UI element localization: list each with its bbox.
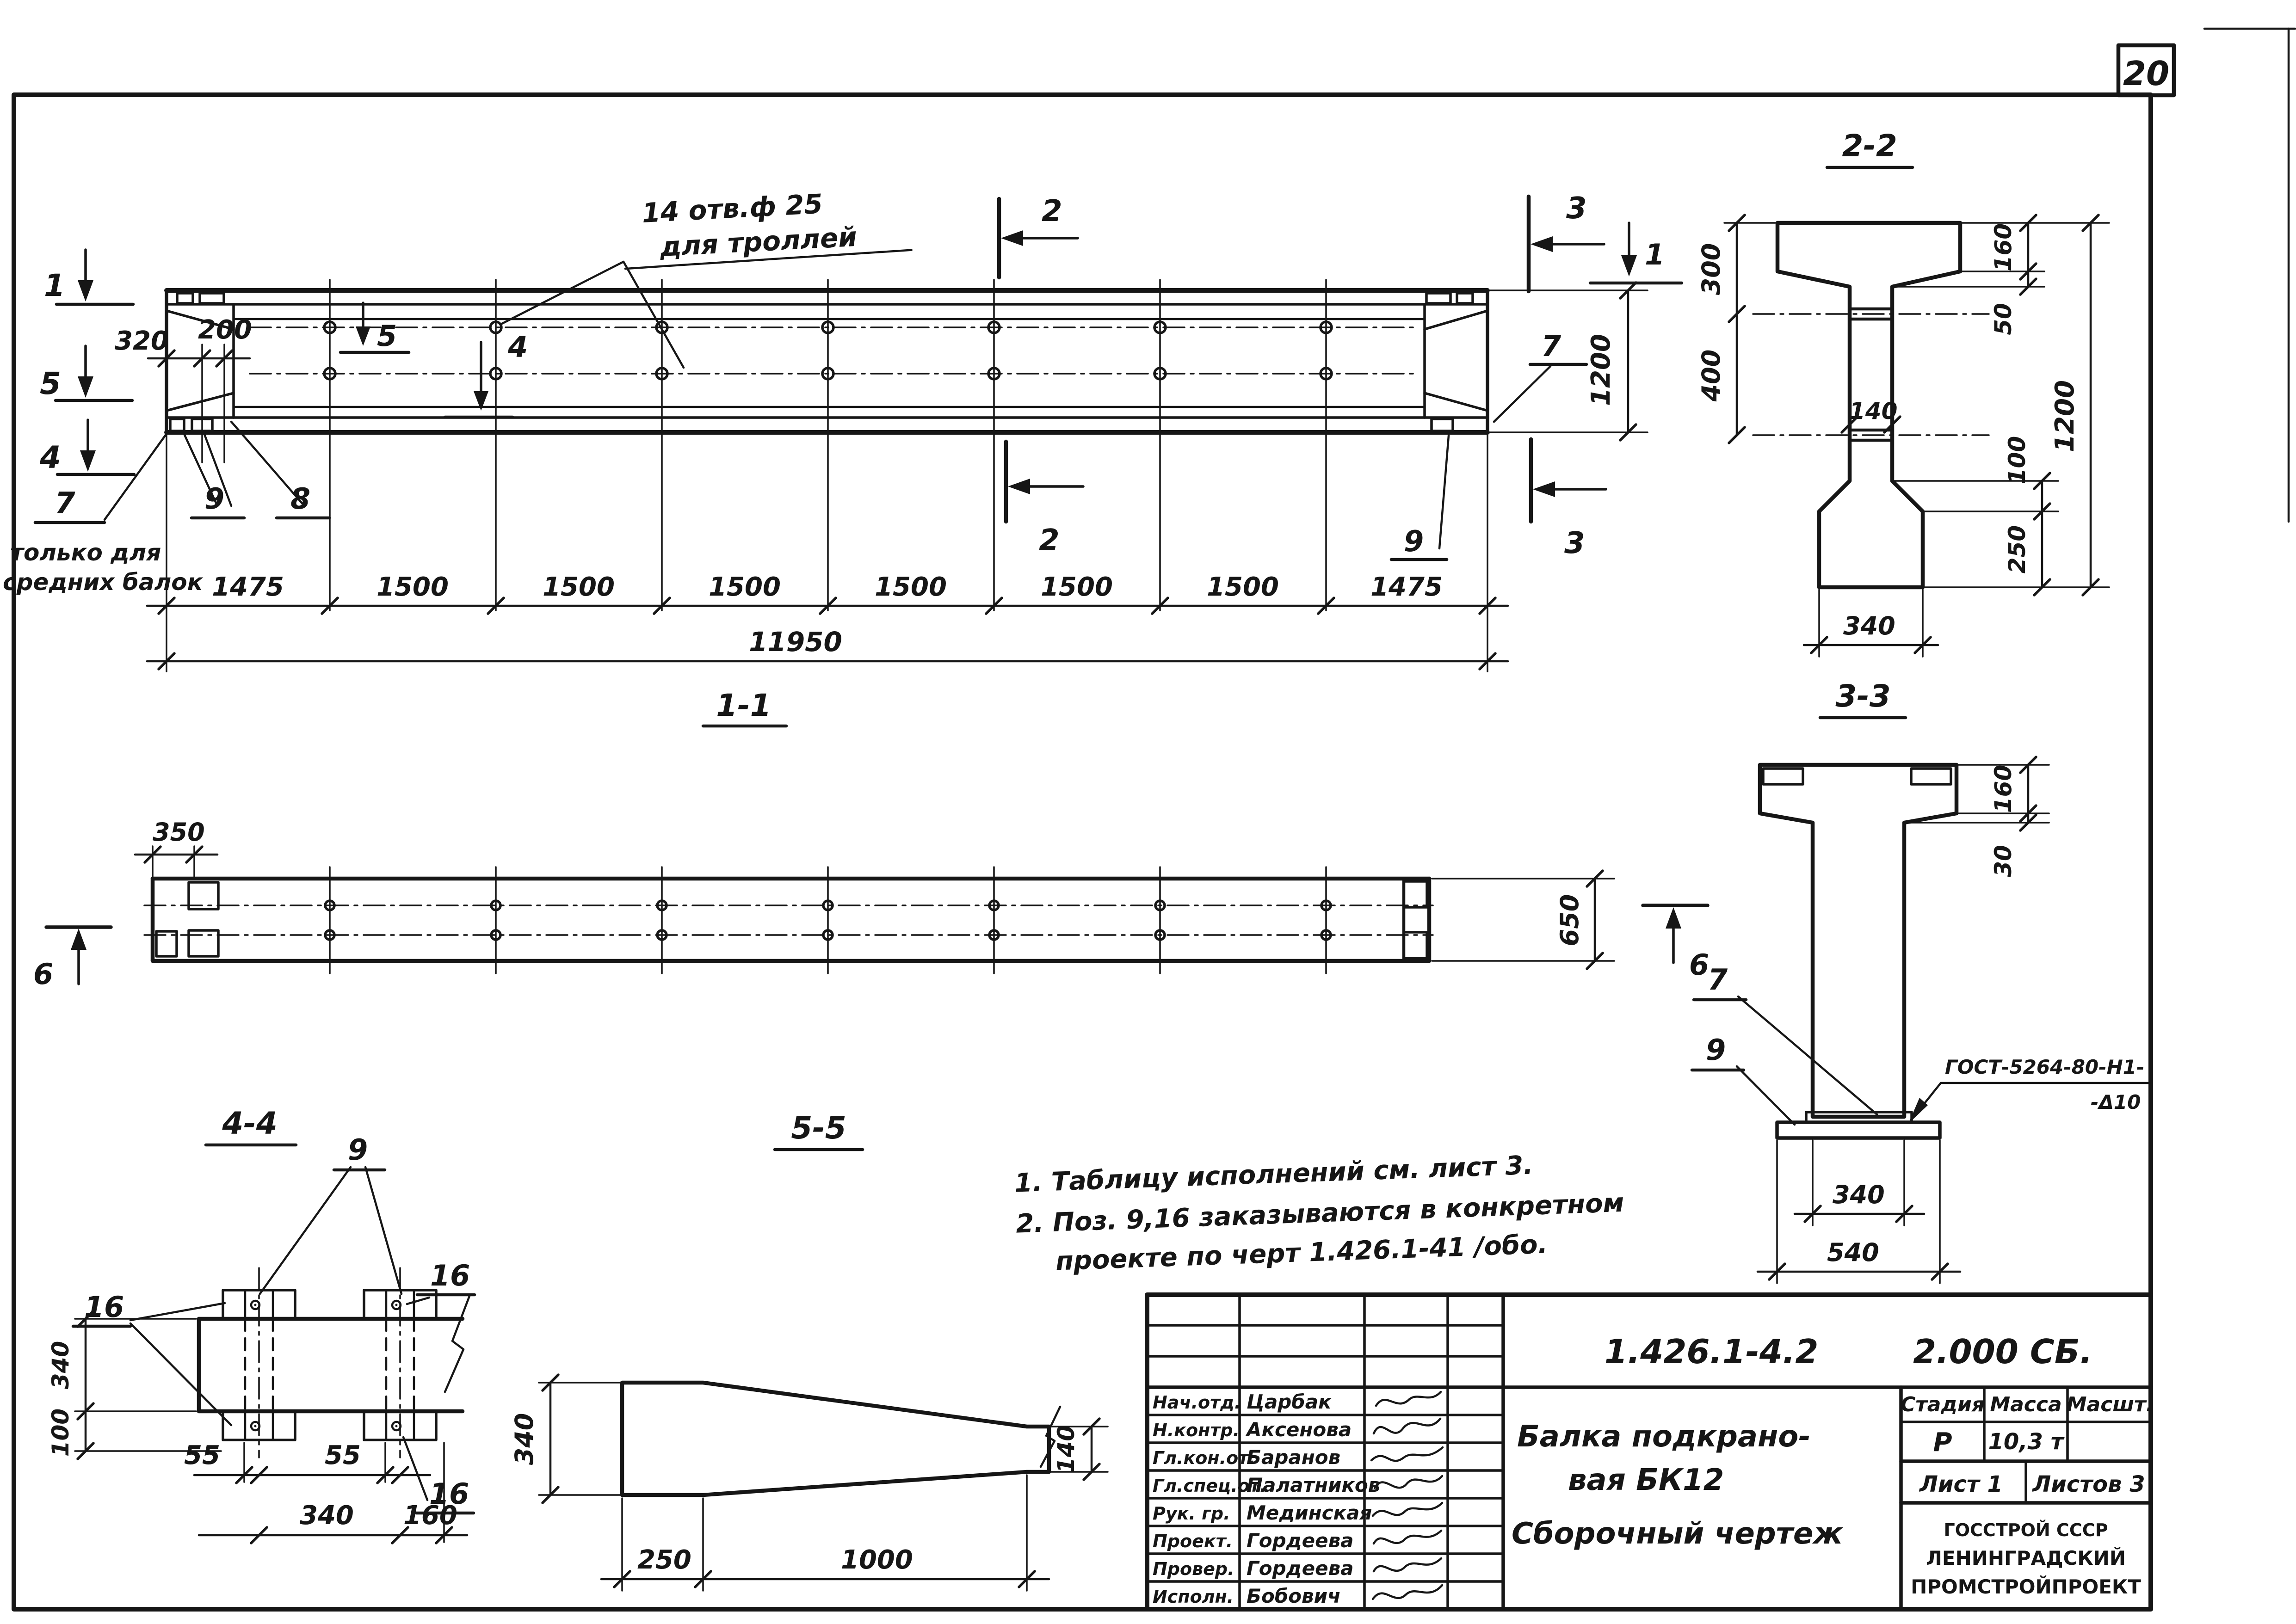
dim-label: 140	[1053, 1425, 1080, 1474]
sheets-total: Листов 3	[2032, 1471, 2145, 1497]
dim-340-100-vert	[47, 1311, 221, 1459]
section-marker-6-left	[33, 927, 111, 991]
role-label: Проект.	[1153, 1531, 1233, 1551]
cut-line-3-bottom	[1531, 439, 1606, 560]
dim-650	[1432, 871, 1614, 969]
dim-label: 250	[2004, 525, 2031, 574]
person-name: Царбак	[1247, 1390, 1332, 1413]
role-label: Гл.спец.от.	[1153, 1476, 1267, 1496]
notes	[1014, 1147, 1626, 1278]
pos-16-top-left	[73, 1290, 231, 1425]
marker-label: 5	[40, 366, 61, 401]
title-block	[1147, 1295, 2154, 1609]
pos-16-top-right	[407, 1259, 475, 1304]
section-marker-4-left	[39, 420, 134, 475]
dim-label: 350	[153, 818, 205, 847]
org-line-3: ПРОМСТРОЙПРОЕКТ	[1911, 1575, 2141, 1598]
doc-number: 1.426.1-4.2	[1604, 1332, 1819, 1371]
annotation-line: для троллей	[659, 221, 858, 263]
dim-340-540	[1758, 1140, 1960, 1283]
cut-line-2-bottom	[1006, 442, 1083, 558]
marker-label: 4	[40, 440, 61, 475]
pos-label: 16	[429, 1477, 469, 1511]
weld-callout	[1908, 1056, 2150, 1124]
section-3-3	[1692, 678, 2150, 1283]
role-label: Н.контр.	[1153, 1420, 1240, 1440]
annotation-line: 14 отв.ф 25	[641, 188, 824, 229]
pos-label: 16	[84, 1290, 124, 1324]
dim-160-50	[1894, 215, 2109, 335]
pos-label: 9	[348, 1133, 368, 1167]
note-line-3: проекте по черт 1.426.1-41 /обо.	[1055, 1229, 1548, 1277]
role-label: Провер.	[1153, 1559, 1234, 1579]
main-elevation-view	[3, 184, 1682, 671]
note-line: средних балок	[3, 569, 203, 596]
pos-label: 7	[1541, 329, 1562, 363]
dim-label-total: 11950	[749, 626, 842, 658]
dim-label: 340	[300, 1501, 354, 1531]
marker-label: 1	[44, 268, 65, 303]
dim-label: 340	[1843, 611, 1895, 640]
dim-label: 300	[1697, 243, 1726, 295]
mass-value: 10,3 т	[1988, 1429, 2064, 1455]
pos-9-right	[1391, 436, 1449, 560]
marker-label: 5	[377, 319, 397, 353]
break-mark	[445, 1295, 470, 1392]
dim-label: 1500	[875, 572, 947, 602]
dim-label: 320	[115, 326, 169, 356]
person-name: Бобович	[1247, 1585, 1341, 1607]
dim-340-foot	[1804, 590, 1938, 657]
dim-label: 250	[637, 1545, 691, 1575]
person-name: Баранов	[1247, 1446, 1341, 1469]
dim-label: 340	[510, 1413, 539, 1465]
dim-label: 650	[1555, 894, 1584, 947]
mass-header: Масса	[1990, 1393, 2062, 1416]
section-marker-6-right	[1643, 905, 1709, 982]
pos-label: 16	[430, 1259, 470, 1292]
drawing-title-line-3: Сборочный чертеж	[1512, 1517, 1843, 1551]
note-line: только для	[10, 539, 161, 566]
marker-label: 1	[1645, 238, 1665, 271]
weld-note: ГОСТ-5264-80-Н1-	[1945, 1056, 2145, 1078]
dim-320-200	[115, 315, 252, 462]
scale-header: Масшт.	[2066, 1393, 2154, 1416]
dim-340-55	[510, 1375, 620, 1503]
dim-1200-elevation	[1490, 283, 1648, 440]
marker-label: 3	[1566, 191, 1587, 226]
dim-label: 1200	[2050, 380, 2080, 452]
dim-label: 160	[1990, 223, 2017, 272]
cut-line-3-top	[1529, 191, 1604, 291]
drawing-title-line-2: вая БК12	[1568, 1463, 1724, 1497]
person-name: Палатников	[1247, 1474, 1381, 1496]
dim-350	[135, 818, 217, 880]
weld-note: -Δ10	[2091, 1091, 2141, 1113]
dim-label: 1500	[543, 572, 615, 602]
marker-label: 6	[1689, 948, 1710, 982]
section-marker-1-right	[1590, 223, 1682, 283]
pos-label: 7	[55, 486, 75, 521]
drawing-title-line-1: Балка подкрано-	[1517, 1420, 1811, 1454]
sheet-counter: Лист 1	[1920, 1471, 2003, 1497]
section-title: 4-4	[222, 1106, 278, 1141]
pos-label: 7	[1708, 963, 1728, 997]
section-title: 2-2	[1842, 128, 1897, 164]
marker-label: 2	[1042, 194, 1062, 228]
hole-count-annotation	[622, 184, 912, 269]
dim-label: 1500	[709, 572, 781, 602]
pos-9-section33	[1692, 1033, 1795, 1125]
section-2-2	[1697, 128, 2109, 657]
stage-value: Р	[1933, 1427, 1952, 1458]
org-line-1: ГОССТРОЙ СССР	[1944, 1520, 2108, 1540]
pos-label: 9	[1404, 524, 1424, 558]
dim-label: 100	[47, 1408, 74, 1457]
person-name: Аксенова	[1247, 1418, 1352, 1441]
section-title: 1-1	[716, 688, 772, 723]
pos-8-left	[231, 422, 329, 518]
dim-label: 55	[325, 1440, 361, 1470]
dim-label: 1500	[1041, 572, 1113, 602]
stage-header: Стадия	[1900, 1393, 1985, 1416]
role-label: Гл.кон.от.	[1153, 1448, 1255, 1468]
dim-label: 30	[1990, 845, 2017, 877]
person-name: Гордеева	[1247, 1557, 1354, 1580]
dim-label: 1475	[1370, 572, 1443, 602]
section-1-1	[33, 688, 1709, 991]
org-line-2: ЛЕНИНГРАДСКИЙ	[1926, 1547, 2126, 1569]
dim-label: 400	[1697, 349, 1726, 402]
marker-label: 6	[33, 957, 54, 991]
dim-label: 100	[2004, 436, 2031, 485]
dim-label: 1475	[212, 572, 284, 602]
marker-label: 3	[1564, 526, 1585, 560]
pos-9-section44	[260, 1133, 401, 1294]
dim-label: 1500	[1207, 572, 1279, 602]
marker-label: 4	[508, 330, 528, 364]
dim-label: 340	[47, 1341, 74, 1390]
note-line-2: 2. Поз. 9,16 заказываются в конкретном	[1015, 1187, 1625, 1239]
dim-100-250	[1894, 436, 2058, 595]
doc-code: 2.000 СБ.	[1913, 1332, 2092, 1371]
person-name: Мединская	[1247, 1501, 1372, 1524]
dim-250-1000	[601, 1475, 1049, 1591]
pos-9-left	[183, 432, 244, 518]
dim-label: 50	[1990, 303, 2017, 335]
marker-label: 2	[1039, 523, 1060, 558]
dim-55-55	[184, 1440, 430, 1483]
dim-label: 55	[184, 1440, 220, 1470]
cut-line-2-top	[999, 194, 1078, 277]
section-title: 3-3	[1835, 678, 1891, 714]
section-4-4	[47, 1106, 475, 1543]
dim-label: 1200	[1586, 334, 1616, 406]
pos-label: 8	[290, 482, 311, 516]
dim-300-400	[1697, 215, 1775, 443]
dim-label: 140	[1849, 398, 1898, 424]
dim-label: 160	[1990, 764, 2017, 813]
pos-label: 9	[204, 482, 225, 516]
dim-140-55	[1051, 1419, 1108, 1480]
person-name: Гордеева	[1247, 1529, 1354, 1552]
plan-stations	[330, 867, 1326, 973]
pos-label: 9	[1706, 1033, 1726, 1067]
role-label: Исполн.	[1153, 1587, 1234, 1607]
dim-label: 540	[1827, 1238, 1879, 1267]
pos-7-left	[3, 434, 204, 596]
dim-label: 340	[1833, 1180, 1885, 1209]
section-title: 5-5	[791, 1110, 846, 1146]
sheet-number: 20	[2123, 54, 2170, 93]
role-label: Рук. гр.	[1153, 1503, 1230, 1524]
pos-7-right	[1494, 329, 1586, 422]
dim-label: 1000	[841, 1545, 913, 1575]
role-label: Нач.отд.	[1153, 1392, 1241, 1413]
section-marker-1	[44, 250, 133, 304]
dim-label: 160	[403, 1501, 457, 1531]
dim-label: 1500	[376, 572, 449, 602]
sheet-frame	[14, 29, 2295, 1609]
note-line-1: 1. Таблицу исполнений см. лист 3.	[1014, 1150, 1534, 1199]
dim-label: 200	[198, 315, 252, 345]
